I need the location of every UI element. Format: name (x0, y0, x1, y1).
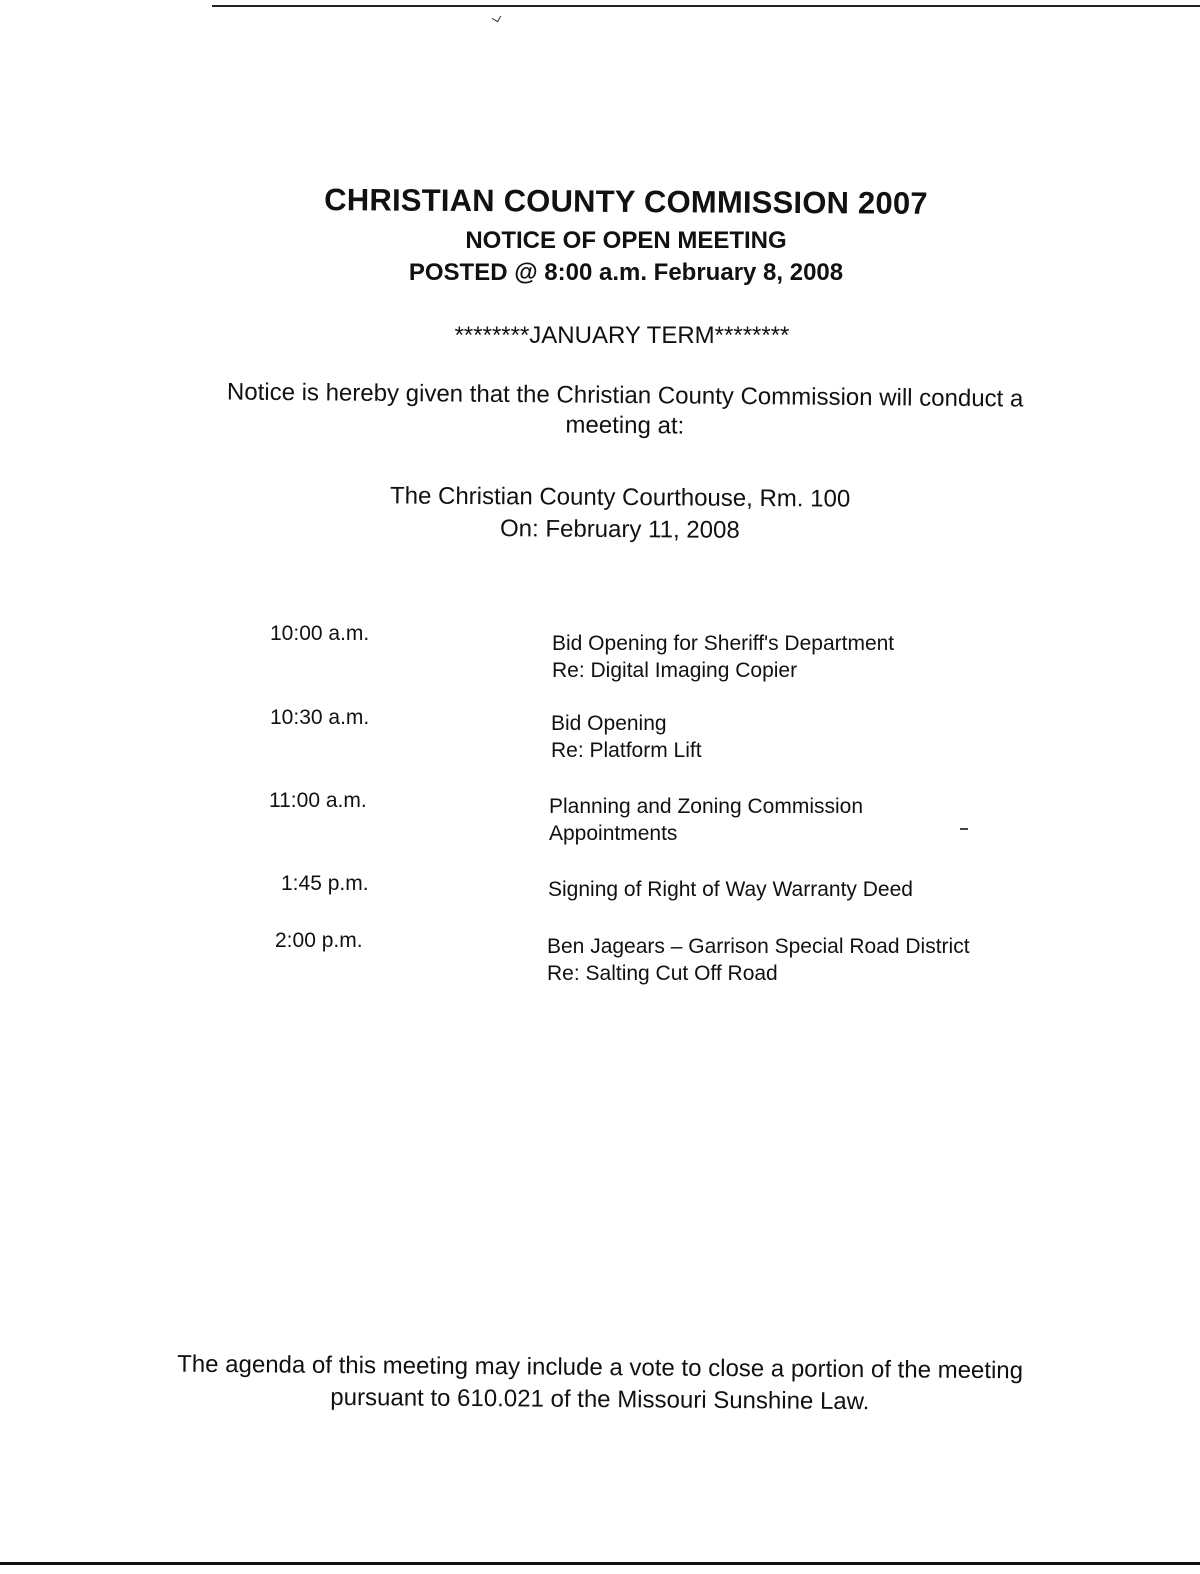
meeting-date: On: February 11, 2008 (499, 515, 740, 544)
document-title: CHRISTIAN COUNTY COMMISSION 2007 (324, 182, 928, 221)
agenda-time: 10:00 a.m. (270, 622, 370, 645)
term-heading: ********JANUARY TERM******** (454, 322, 790, 349)
agenda-description (549, 793, 1069, 847)
agenda-description (551, 710, 1071, 764)
closing-statement (100, 1348, 1100, 1420)
agenda-description (547, 933, 1107, 987)
agenda-description (552, 630, 1072, 684)
agenda-time: 11:00 a.m. (269, 789, 367, 812)
notice-paragraph (140, 377, 1110, 445)
agenda-description-line: Planning and Zoning Commission (549, 795, 864, 818)
stray-mark (960, 828, 968, 830)
agenda-description-line: Bid Opening for Sheriff's Department (552, 632, 895, 655)
meeting-location (0, 478, 1200, 551)
scan-border-bottom (0, 1562, 1200, 1565)
scan-border-top (212, 5, 1200, 7)
meeting-place: The Christian County Courthouse, Rm. 100 (389, 482, 851, 513)
notice-line-1: Notice is hereby given that the Christian County Commission will conduct a (226, 378, 1024, 413)
agenda-description (548, 876, 1068, 903)
closing-line-2: pursuant to 610.021 of the Missouri Sunshine Law. (330, 1383, 870, 1416)
document-subtitle: NOTICE OF OPEN MEETING (465, 227, 787, 254)
agenda-description-line: Re: Salting Cut Off Road (547, 962, 778, 985)
notice-line-2: meeting at: (565, 411, 685, 440)
agenda-description-line: Re: Digital Imaging Copier (552, 659, 798, 682)
stray-mark (492, 13, 502, 23)
agenda-description-line: Re: Platform Lift (551, 739, 702, 762)
posted-line: POSTED @ 8:00 a.m. February 8, 2008 (408, 259, 844, 286)
agenda-description-line: Signing of Right of Way Warranty Deed (548, 878, 913, 901)
agenda-description-line: Appointments (549, 822, 678, 845)
agenda-description-line: Ben Jagears – Garrison Special Road District (547, 935, 970, 958)
agenda-time: 2:00 p.m. (275, 929, 363, 952)
agenda-description-line: Bid Opening (551, 712, 667, 735)
agenda-time: 1:45 p.m. (281, 872, 369, 895)
closing-line-1: The agenda of this meeting may include a vote to close a portion of the meeting (177, 1350, 1024, 1385)
agenda-time: 10:30 a.m. (270, 706, 370, 729)
